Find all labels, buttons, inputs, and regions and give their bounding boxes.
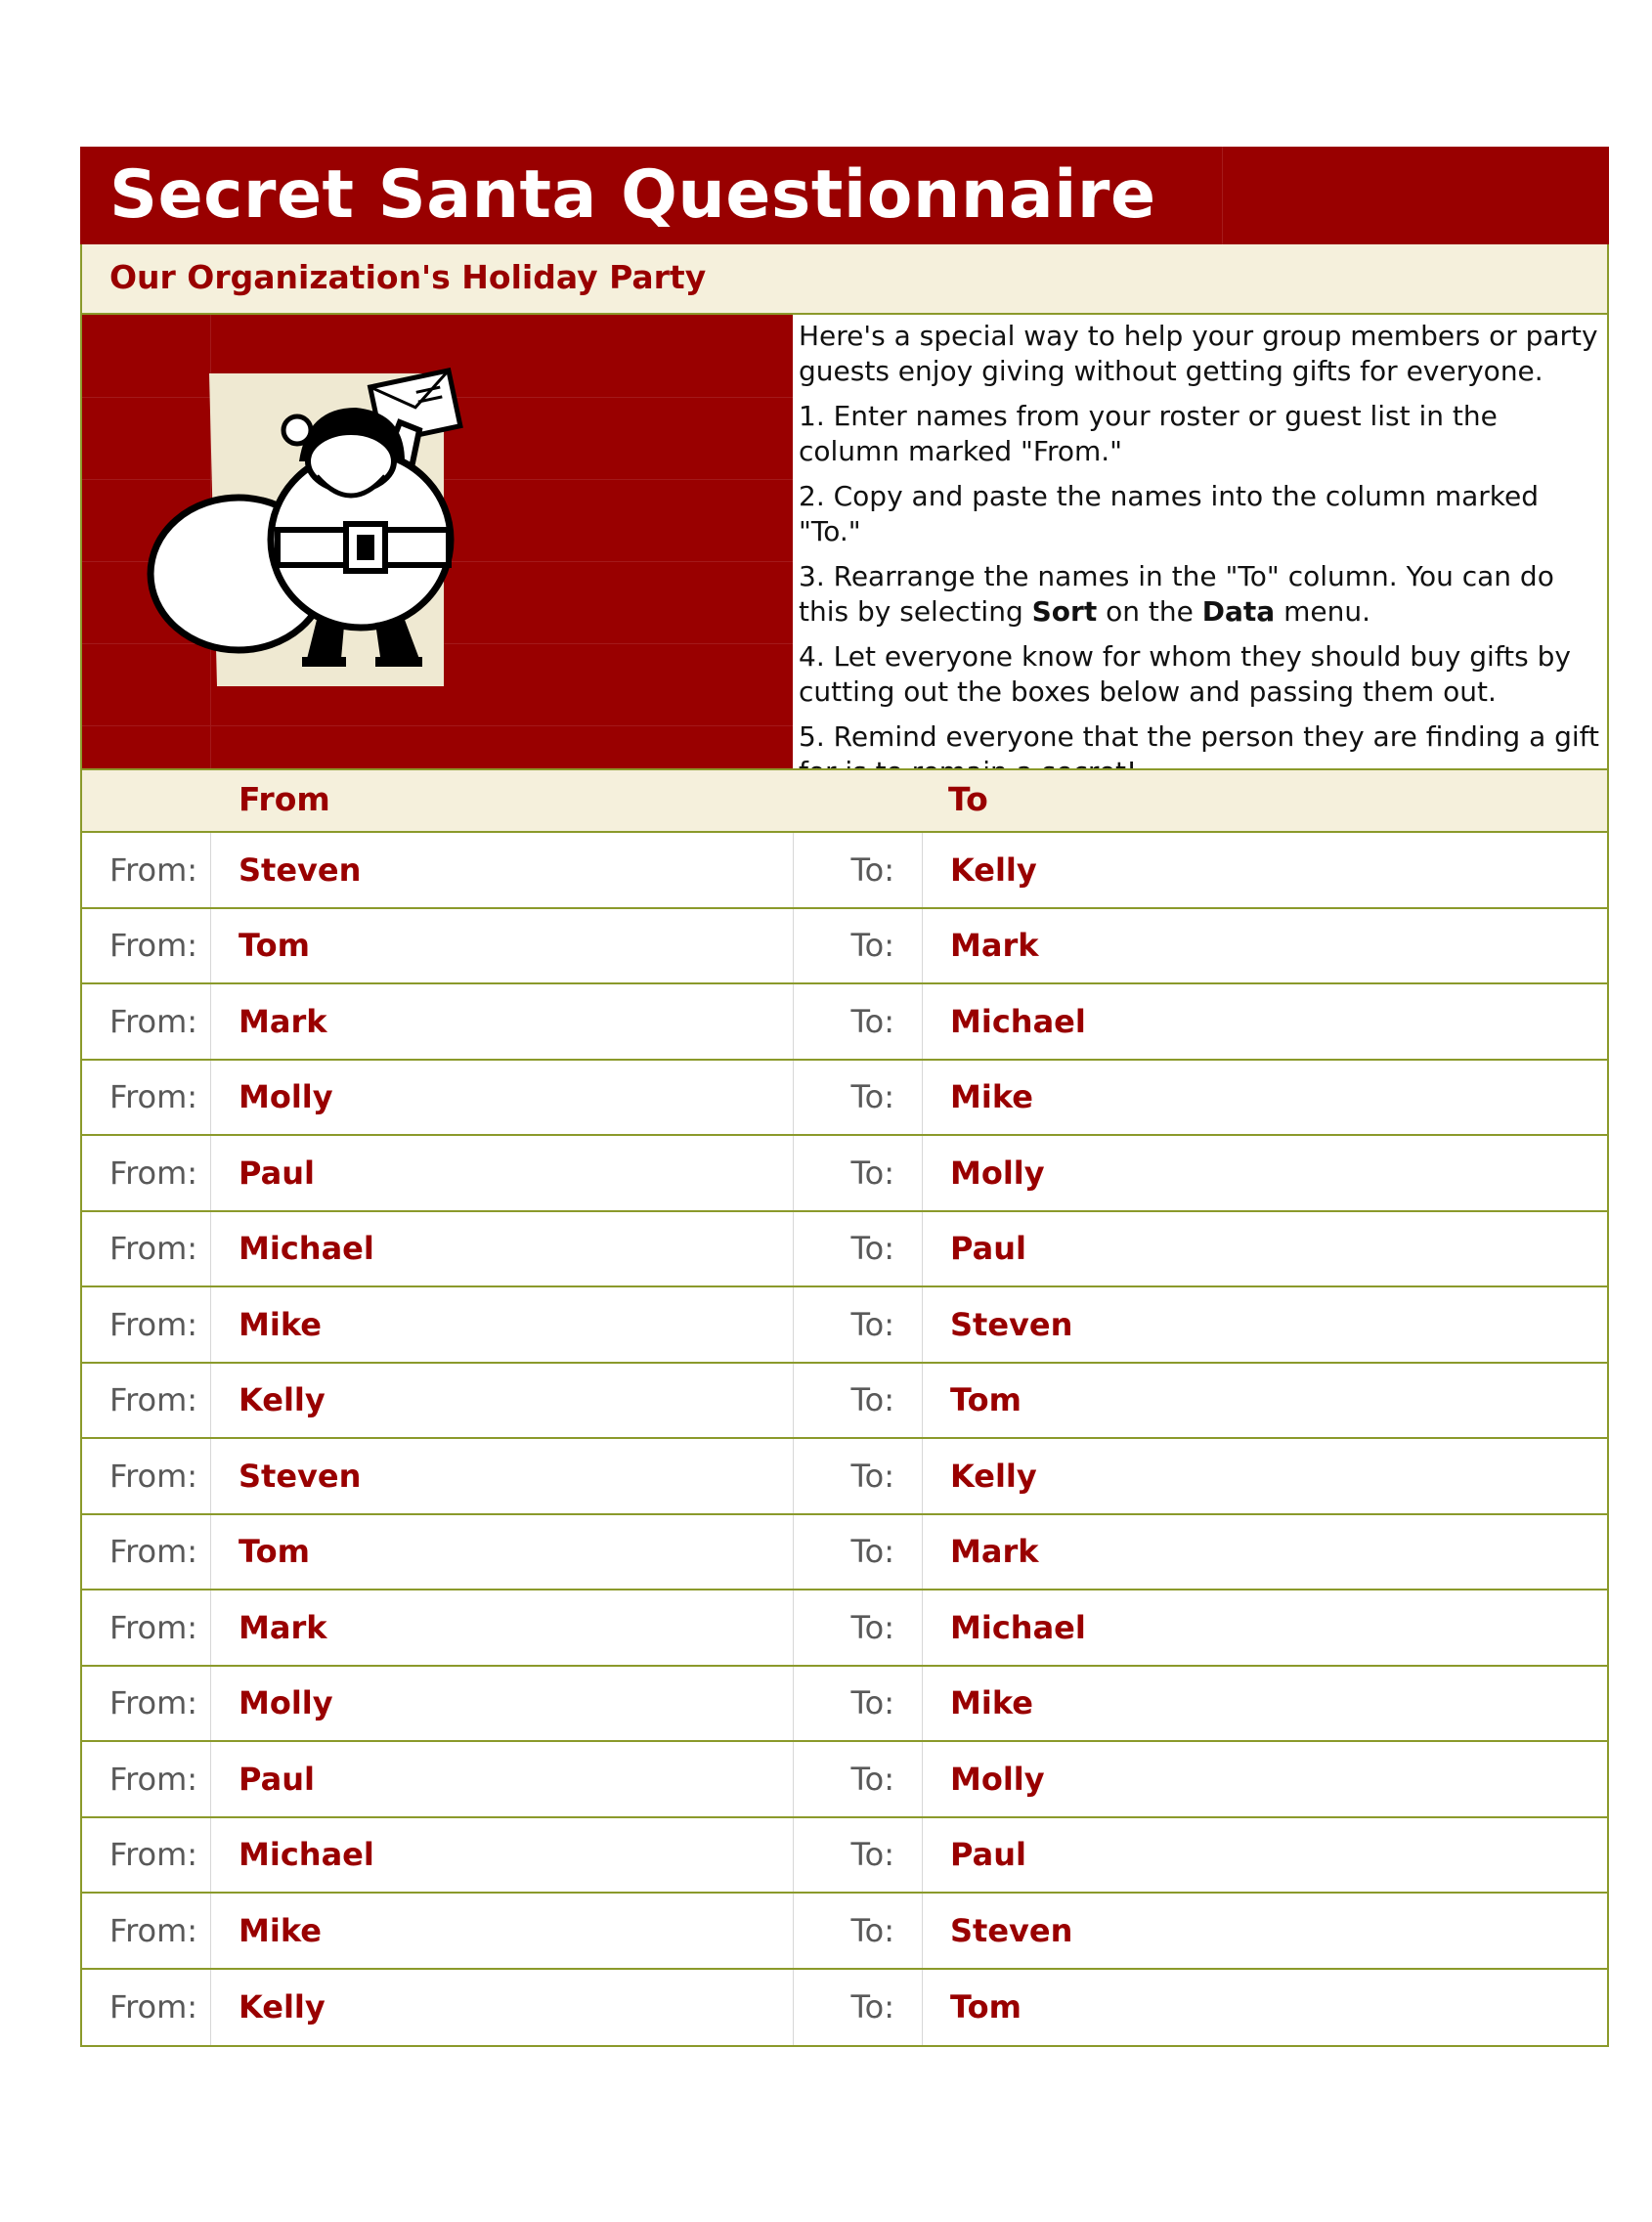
to-name: Mark xyxy=(922,909,1607,983)
worksheet xyxy=(80,147,1609,2047)
instructions-step-5: 5. Remind everyone that the person they are finding a gift xyxy=(799,720,1600,753)
from-label: From: xyxy=(109,1533,198,1571)
table-row xyxy=(82,1061,1607,1137)
instructions-step-3: 3. Rearrange the names in the "To" column. You can do this by selecting Sort on the Data menu. xyxy=(799,560,1554,628)
from-label: From: xyxy=(109,1457,198,1495)
table-row xyxy=(82,1667,1607,1743)
to-label: To: xyxy=(793,833,922,907)
page-title: Secret Santa Questionnaire xyxy=(109,156,1156,234)
sort-keyword: Sort xyxy=(1031,595,1098,628)
to-label: To: xyxy=(793,1364,922,1438)
table-row xyxy=(82,1894,1607,1970)
from-label: From: xyxy=(109,1002,198,1040)
instructions-step-1: 1. Enter names from your roster or guest list in the column marked "From." xyxy=(799,400,1498,467)
to-name: Molly xyxy=(922,1136,1607,1210)
from-name: Mark xyxy=(210,1590,793,1665)
from-label: From: xyxy=(109,850,198,889)
from-name: Kelly xyxy=(210,1364,793,1438)
to-name: Steven xyxy=(922,1894,1607,1968)
to-label: To: xyxy=(793,909,922,983)
from-label: From: xyxy=(109,927,198,965)
to-name: Mike xyxy=(922,1667,1607,1741)
subtitle-bar xyxy=(80,244,1609,315)
table-row xyxy=(82,1364,1607,1440)
from-label: From: xyxy=(109,1836,198,1874)
from-name: Paul xyxy=(210,1136,793,1210)
from-name: Steven xyxy=(210,1439,793,1513)
table-row xyxy=(82,833,1607,909)
to-name: Tom xyxy=(922,1364,1607,1438)
instructions xyxy=(793,315,1607,768)
from-name: Michael xyxy=(210,1212,793,1286)
data-keyword: Data xyxy=(1201,595,1276,628)
table-header xyxy=(82,768,1607,833)
to-label: To: xyxy=(793,1742,922,1816)
table-row xyxy=(82,1515,1607,1591)
to-name: Mike xyxy=(922,1061,1607,1135)
from-column-header: From xyxy=(239,780,330,818)
to-column-header: To xyxy=(948,780,988,818)
from-label: From: xyxy=(109,1154,198,1192)
from-label: From: xyxy=(109,1988,198,2026)
to-name: Kelly xyxy=(922,1439,1607,1513)
from-label: From: xyxy=(109,1911,198,1949)
to-name: Molly xyxy=(922,1742,1607,1816)
from-name: Mike xyxy=(210,1894,793,1968)
table-row xyxy=(82,909,1607,985)
title-bar xyxy=(80,147,1609,244)
from-name: Tom xyxy=(210,909,793,983)
to-name: Kelly xyxy=(922,833,1607,907)
from-label: From: xyxy=(109,1305,198,1343)
to-label: To: xyxy=(793,1970,922,2046)
table-body xyxy=(82,833,1607,2045)
instructions-step-4: 4. Let everyone know for whom they should buy gifts by cutting out the boxes below and passing them out. xyxy=(799,640,1571,708)
table-row xyxy=(82,1136,1607,1212)
from-label: From: xyxy=(109,1230,198,1268)
table-row xyxy=(82,1742,1607,1818)
to-name: Steven xyxy=(922,1287,1607,1362)
to-label: To: xyxy=(793,1136,922,1210)
intro-section xyxy=(80,315,1609,768)
instructions-intro: Here's a special way to help your group members or party guests enjoy giving without getting gifts for everyone. xyxy=(799,320,1598,387)
table-row xyxy=(82,984,1607,1061)
from-name: Tom xyxy=(210,1515,793,1590)
to-label: To: xyxy=(793,1061,922,1135)
to-label: To: xyxy=(793,1515,922,1590)
subtitle: Our Organization's Holiday Party xyxy=(109,258,707,296)
to-label: To: xyxy=(793,1894,922,1968)
table-row xyxy=(82,1212,1607,1288)
to-label: To: xyxy=(793,984,922,1059)
from-name: Molly xyxy=(210,1061,793,1135)
to-name: Michael xyxy=(922,1590,1607,1665)
to-label: To: xyxy=(793,1818,922,1893)
from-label: From: xyxy=(109,1608,198,1646)
from-name: Mike xyxy=(210,1287,793,1362)
to-name: Paul xyxy=(922,1818,1607,1893)
to-label: To: xyxy=(793,1287,922,1362)
assignment-table xyxy=(80,768,1609,2047)
santa-icon xyxy=(82,315,793,768)
table-row xyxy=(82,1970,1607,2046)
from-name: Steven xyxy=(210,833,793,907)
from-label: From: xyxy=(109,1684,198,1722)
santa-clipart xyxy=(82,315,793,768)
table-row xyxy=(82,1439,1607,1515)
from-label: From: xyxy=(109,1078,198,1116)
to-name: Paul xyxy=(922,1212,1607,1286)
from-name: Michael xyxy=(210,1818,793,1893)
to-name: Tom xyxy=(922,1970,1607,2046)
to-label: To: xyxy=(793,1590,922,1665)
to-label: To: xyxy=(793,1439,922,1513)
from-name: Molly xyxy=(210,1667,793,1741)
to-label: To: xyxy=(793,1667,922,1741)
from-name: Mark xyxy=(210,984,793,1059)
from-name: Paul xyxy=(210,1742,793,1816)
to-name: Mark xyxy=(922,1515,1607,1590)
table-row xyxy=(82,1287,1607,1364)
from-name: Kelly xyxy=(210,1970,793,2046)
instructions-step-2: 2. Copy and paste the names into the column marked "To." xyxy=(799,480,1540,547)
to-label: To: xyxy=(793,1212,922,1286)
from-label: From: xyxy=(109,1381,198,1419)
from-label: From: xyxy=(109,1760,198,1798)
to-name: Michael xyxy=(922,984,1607,1059)
table-row xyxy=(82,1818,1607,1895)
table-row xyxy=(82,1590,1607,1667)
